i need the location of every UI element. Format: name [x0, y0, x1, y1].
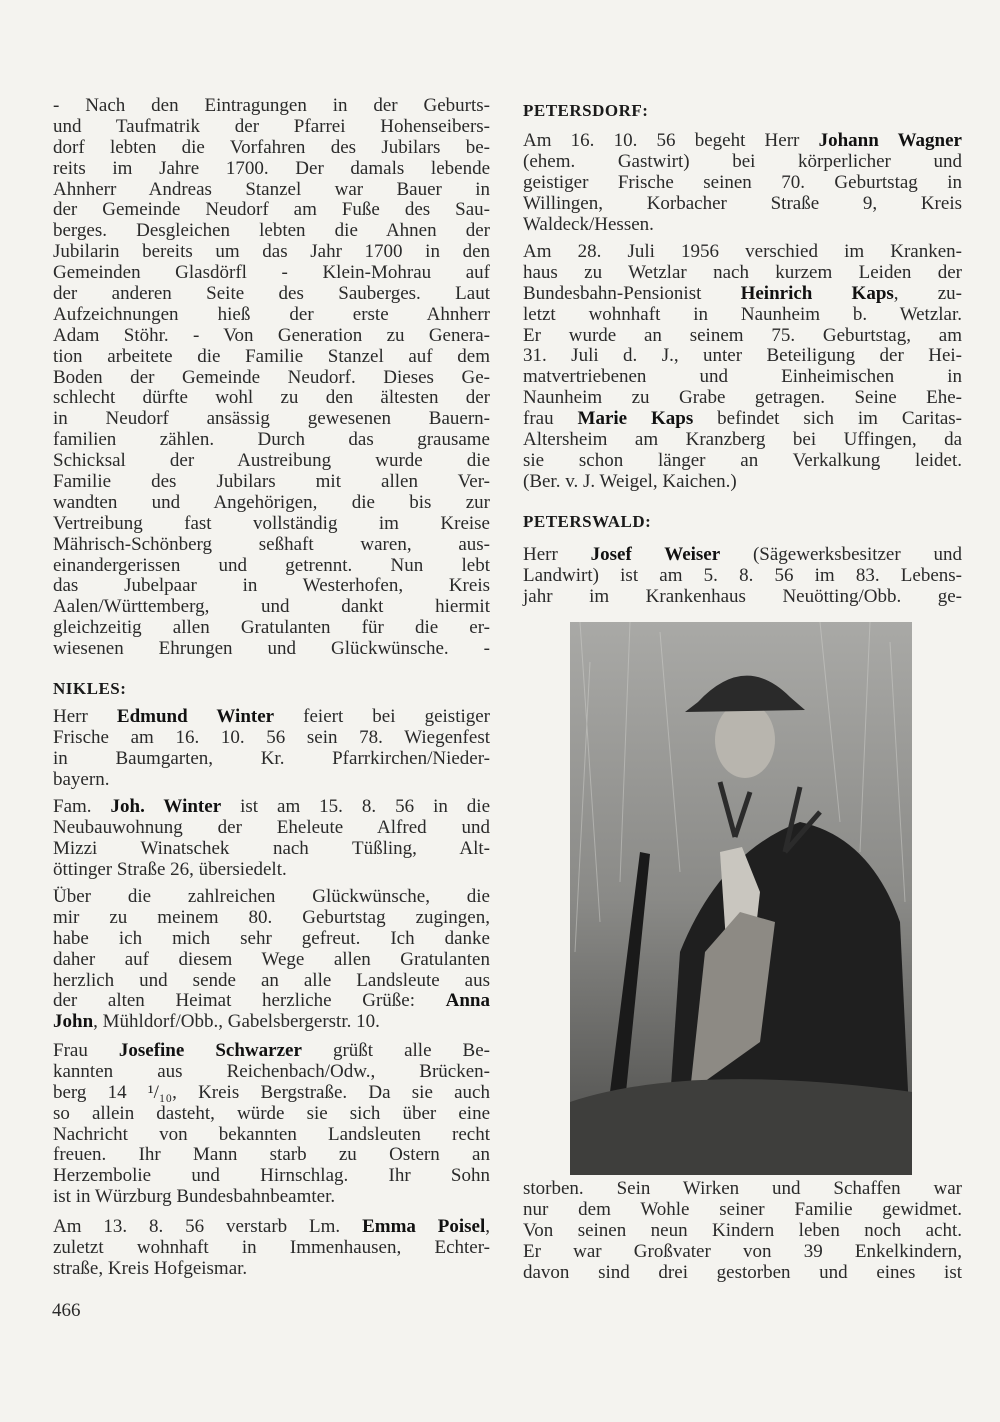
text-segment: (Sägewerksbesitzer und	[720, 544, 962, 565]
text-line: habe ich mich sehr gefreut. Ich danke	[53, 927, 490, 949]
text-line: jahr im Krankenhaus Neuötting/Obb. ge-	[523, 585, 962, 607]
text-line	[53, 1012, 490, 1033]
text-line: bayern.	[53, 768, 110, 790]
text-line	[523, 284, 962, 305]
text-line: freuen. Ihr Mann starb zu Ostern an	[53, 1144, 490, 1166]
paragraph-heinrich-kaps	[523, 242, 962, 493]
text-line: Aufzeichnungen hieß der erste Ahnherr	[53, 303, 490, 325]
section-heading-peterswald: PETERSWALD:	[523, 512, 652, 531]
text-segment: Frau	[53, 1040, 119, 1061]
bold-name: John	[53, 1011, 94, 1033]
text-segment: Herr	[523, 544, 591, 565]
text-line: 31. Juli d. J., unter Beteiligung der Hei-	[523, 345, 962, 367]
text-segment: , zu-	[893, 282, 962, 304]
bold-name: Anna	[445, 990, 490, 1012]
bold-name: Marie Kaps	[577, 408, 694, 430]
bold-name: Josefine Schwarzer	[118, 1040, 302, 1061]
paragraph-emma-poisel	[53, 1217, 490, 1280]
text-line: Aalen/Württemberg, und dankt hiermit	[53, 596, 490, 618]
text-line: daher auf diesem Wege allen Gratulanten	[53, 948, 490, 970]
text-segment: Am 16. 10. 56 begeht Herr	[523, 130, 819, 151]
text-segment: Herr	[53, 706, 117, 727]
bold-name: Emma Poisel	[362, 1216, 486, 1237]
text-segment: feiert bei geistiger	[274, 706, 491, 727]
text-line: Über die zahlreichen Glückwünsche, die	[53, 886, 490, 907]
page-number: 466	[52, 1300, 81, 1321]
text-line: zuletzt wohnhaft in Immenhausen, Echter-	[53, 1236, 490, 1258]
text-line: straße, Kreis Hofgeismar.	[53, 1257, 248, 1279]
text-line: tion arbeitete die Familie Stanzel auf dem	[53, 345, 490, 367]
paragraph-josef-weiser	[523, 545, 962, 608]
photo-hunter-with-roe-deer	[570, 622, 912, 1175]
text-line: davon sind drei gestorben und eines ist	[523, 1261, 962, 1283]
text-line: Gemeinden Glasdörfl - Klein-Mohrau auf	[53, 262, 490, 284]
text-line: Frische am 16. 10. 56 sein 78. Wiegenfest	[53, 726, 490, 748]
text-line: gleichzeitig allen Gratulanten für die er-	[53, 617, 490, 639]
text-line: Schicksal der Austreibung wurde die	[53, 450, 490, 472]
text-line: so allein dasteht, würde sie sich über eine	[53, 1102, 490, 1124]
paragraph-joh-winter	[53, 797, 490, 881]
bold-name: Joh. Winter	[110, 796, 222, 817]
text-line	[523, 131, 962, 152]
text-line: in Neudorf ansässig gewesenen Bauern-	[53, 408, 490, 430]
text-line: öttinger Straße 26, übersiedelt.	[53, 858, 287, 880]
text-line: nur dem Wohle seiner Familie gewidmet.	[523, 1198, 962, 1220]
text-line: reits im Jahre 1700. Der damals lebende	[53, 157, 490, 179]
bold-name: Josef Weiser	[590, 544, 721, 565]
text-line: der anderen Seite des Sauberges. Laut	[53, 283, 490, 305]
text-segment: , Mühldorf/Obb., Gabelsbergerstr. 10.	[93, 1011, 380, 1033]
text-line: Jubilarin bereits um das Jahr 1700 in den	[53, 241, 490, 263]
bold-name: Heinrich Kaps	[740, 282, 894, 304]
text-line: Adam Stöhr. - Von Generation zu Genera-	[53, 324, 490, 346]
text-line: berg 14 ¹/₁₀, Kreis Bergstraße. Da sie auch	[53, 1081, 490, 1103]
text-line: Familie des Jubilars mit allen Ver-	[53, 471, 490, 493]
paragraph-josef-weiser-continued	[523, 1179, 962, 1283]
text-line: Waldeck/Hessen.	[523, 213, 654, 235]
text-line: Herzembolie und Hirnschlag. Ihr Sohn	[53, 1165, 490, 1187]
paragraph-stanzel-family	[53, 96, 490, 660]
text-line: sie schon länger an Verkalkung leidet.	[523, 449, 962, 471]
text-line: Altersheim am Kranzberg bei Uffingen, da	[523, 429, 962, 451]
text-line	[523, 545, 962, 566]
text-segment: frau	[523, 408, 578, 430]
text-line: Boden der Gemeinde Neudorf. Dieses Ge-	[53, 366, 490, 388]
text-line: (Ber. v. J. Weigel, Kaichen.)	[523, 470, 737, 492]
text-line: Am 28. Juli 1956 verschied im Kranken-	[523, 241, 962, 262]
section-heading-nikles: NIKLES:	[53, 679, 127, 698]
text-line: familien zählen. Durch das grausame	[53, 429, 490, 451]
text-line: wandten und Angehörigen, die bis zur	[53, 491, 490, 513]
text-line: Er war Großvater von 39 Enkelkindern,	[523, 1240, 962, 1262]
text-line: Willingen, Korbacher Straße 9, Kreis	[523, 192, 962, 214]
bold-name: Edmund Winter	[116, 706, 275, 727]
text-line: ist in Würzburg Bundesbahnbeamter.	[53, 1186, 336, 1208]
text-line: berges. Desgleichen lebten die Ahnen der	[53, 220, 490, 242]
text-line	[53, 797, 490, 818]
text-line: Nachricht von bekannten Landsleuten recht	[53, 1123, 490, 1145]
text-segment: ist am 15. 8. 56 in die	[221, 796, 491, 817]
text-segment: Am 13. 8. 56 verstarb Lm.	[53, 1216, 363, 1237]
text-line	[53, 1041, 490, 1062]
text-line	[53, 707, 490, 728]
text-line: herzlich und sende an alle Landsleute aus	[53, 969, 490, 991]
text-line: matvertriebenen und Einheimischen in	[523, 366, 962, 388]
text-line: Von seinen neun Kindern leben noch acht.	[523, 1219, 962, 1241]
text-line: Er wurde an seinem 75. Geburtstag, am	[523, 324, 962, 346]
text-line: Ahnherr Andreas Stanzel war Bauer in	[53, 178, 490, 200]
text-line: einandergerissen und getrennt. Nun lebt	[53, 554, 490, 576]
text-segment: Fam.	[53, 796, 111, 817]
text-line	[523, 409, 962, 430]
text-line: und Taufmatrik der Pfarrei Hohenseibers-	[53, 115, 490, 137]
text-line: das Jubelpaar in Westerhofen, Kreis	[53, 575, 490, 597]
text-line: wiesenen Ehrungen und Glückwünsche. -	[53, 638, 490, 660]
text-line: der Gemeinde Neudorf am Fuße des Sau-	[53, 199, 490, 221]
text-line	[53, 1217, 490, 1238]
bold-name: Johann Wagner	[818, 130, 962, 151]
text-segment: grüßt alle Be-	[301, 1040, 490, 1061]
text-segment: Bundesbahn-Pensionist	[523, 282, 741, 304]
text-line: Mährisch-Schönberg seßhaft waren, aus-	[53, 533, 490, 555]
paragraph-johann-wagner	[523, 131, 962, 235]
text-line: Naunheim zu Grabe getragen. Seine Ehe-	[523, 387, 962, 409]
section-heading-petersdorf: PETERSDORF:	[523, 101, 649, 120]
text-line	[53, 991, 490, 1012]
paragraph-edmund-winter	[53, 707, 490, 791]
text-line: schlecht dürfte wohl zu den ältesten der	[53, 387, 490, 409]
text-line: in Baumgarten, Kr. Pfarrkirchen/Nieder-	[53, 747, 490, 769]
text-line: (ehem. Gastwirt) bei körperlicher und	[523, 150, 962, 172]
paragraph-josefine-schwarzer	[53, 1041, 490, 1208]
text-segment: ,	[485, 1216, 491, 1237]
text-line: dorf lebten die Vorfahren des Jubilars be-	[53, 136, 490, 158]
text-line: geistiger Frische seinen 70. Geburtstag in	[523, 171, 962, 193]
text-line: mir zu meinem 80. Geburtstag zugingen,	[53, 906, 490, 928]
text-line: Mizzi Winatschek nach Tüßling, Alt-	[53, 837, 490, 859]
text-line: letzt wohnhaft in Naunheim b. Wetzlar.	[523, 303, 962, 325]
text-segment: der alten Heimat herzliche Grüße:	[53, 990, 446, 1012]
text-line: storben. Sein Wirken und Schaffen war	[523, 1178, 962, 1199]
text-segment: befindet sich im Caritas-	[693, 408, 963, 430]
text-line: Neubauwohnung der Eheleute Alfred und	[53, 816, 490, 838]
text-line: Landwirt) ist am 5. 8. 56 im 83. Lebens-	[523, 564, 962, 586]
paragraph-anna-john	[53, 887, 490, 1033]
text-line: - Nach den Eintragungen in der Geburts-	[53, 95, 490, 116]
text-line: haus zu Wetzlar nach kurzem Leiden der	[523, 261, 962, 283]
text-line: kannten aus Reichenbach/Odw., Brücken-	[53, 1060, 490, 1082]
text-line: Vertreibung fast vollständig im Kreise	[53, 512, 490, 534]
